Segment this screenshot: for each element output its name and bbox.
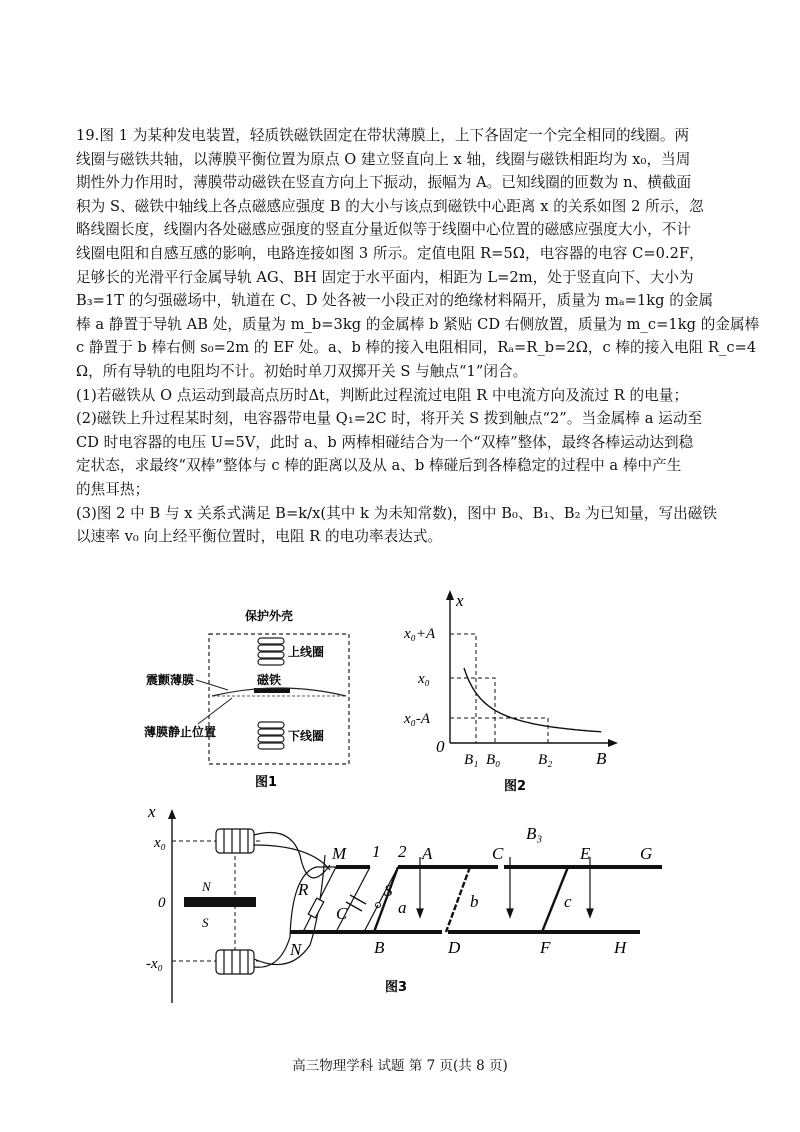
part-3-line: (3)图 2 中 B 与 x 关系式满足 B=k/x(其中 k 为未知常数)，图中 B₀、B₁、B₂ 为已知量，写出磁铁 bbox=[76, 504, 718, 522]
rod-a-label: a bbox=[398, 898, 407, 917]
resistor-r bbox=[308, 898, 324, 918]
part-2-line: 的焦耳热； bbox=[76, 480, 150, 498]
question-line: 棒 a 静置于导轨 AB 处，质量为 m_b=3kg 的金属棒 b 紧贴 CD 右侧放置，质量为 m_c=1kg 的金属棒 bbox=[76, 315, 760, 333]
question-line: 积为 S、磁铁中轴线上各点磁感应强度 B 的大小与该点到磁铁中心距离 x 的关系如图 2 所示，忽 bbox=[76, 197, 704, 215]
magnet-label: 磁铁 bbox=[257, 673, 282, 687]
field-b3-label: B₃ bbox=[526, 824, 543, 843]
part-2-line: (2)磁铁上升过程某时刻，电容器带电量 Q₁=2C 时，将开关 S 拨到触点“2”。当金属棒 a 运动至 bbox=[76, 410, 703, 428]
upper-coil-label: 上线圈 bbox=[288, 645, 325, 659]
figure-3 bbox=[140, 795, 700, 1010]
figure-1 bbox=[140, 600, 370, 790]
question-line: 线圈电阻和自感互感的影响，电路连接如图 3 所示。定值电阻 R=5Ω，电容器的电容 C=0.2F， bbox=[76, 244, 704, 262]
question-line: 19.图 1 为某种发电装置，轻质铁磁铁固定在带状薄膜上，上下各固定一个完全相同的线圈。两 bbox=[76, 127, 690, 144]
resistor-label: R bbox=[298, 880, 309, 899]
question-line: 足够长的光滑平行金属导轨 AG、BH 固定于水平面内，相距为 L=2m，处于竖直向下、大小为 bbox=[76, 268, 694, 286]
label-e-point: E bbox=[580, 844, 591, 863]
figure-1-caption: 图1 bbox=[255, 775, 278, 790]
guide-b2 bbox=[450, 718, 548, 743]
fig3-neg-x0: -x₀ bbox=[146, 956, 163, 972]
north-pole: N bbox=[202, 879, 211, 894]
upper-coil-icon bbox=[258, 638, 284, 665]
figure-2 bbox=[400, 588, 630, 793]
coil-wire bbox=[254, 833, 330, 878]
question-line: B₃=1T 的匀强磁场中，轨道在 C、D 处各被一小段正对的绝缘材料隔开，质量为 mₐ=1kg 的金属 bbox=[76, 292, 714, 310]
fig2-origin: 0 bbox=[436, 737, 445, 756]
question-line: Ω，所有导轨的电阻均不计。初始时单刀双掷开关 S 与触点“1”闭合。 bbox=[76, 362, 528, 380]
upper-coil-icon bbox=[216, 829, 254, 853]
fig2-tick-b0: B₀ bbox=[486, 752, 501, 768]
rod-b-label: b bbox=[470, 892, 479, 911]
question-line: 期性外力作用时，薄膜带动磁铁在竖直方向上下振动，振幅为 A。已知线圈的匝数为 n、横截面 bbox=[76, 174, 692, 192]
vibrating-film-label: 震颤薄膜 bbox=[146, 673, 195, 687]
lower-coil-icon bbox=[216, 950, 254, 974]
magnet-bar bbox=[184, 897, 256, 907]
label-d-point: D bbox=[448, 938, 461, 957]
south-pole: S bbox=[202, 915, 209, 930]
rod-c-label: c bbox=[564, 892, 572, 911]
capacitor-plate bbox=[346, 902, 362, 911]
capacitor-label: C bbox=[336, 904, 348, 923]
part-1-line: (1)若磁铁从 O 点运动到最高点历时Δt，判断此过程流过电阻 R 中电流方向及流过 R 的电量； bbox=[76, 386, 689, 404]
film-rest-label: 薄膜静止位置 bbox=[144, 725, 217, 739]
question-line: c 静置于 b 棒右侧 s₀=2m 的 EF 处。a、b 棒的接入电阻相同，Rₐ=R_b=2Ω，c 棒的接入电阻 R_c=4 bbox=[76, 339, 757, 357]
contact-2: 2 bbox=[398, 842, 407, 861]
guide-b1 bbox=[450, 634, 476, 743]
fig2-tick-x0-minus-a: x₀-A bbox=[404, 711, 431, 727]
fig2-tick-b1: B₁ bbox=[464, 752, 479, 768]
figure-2-caption: 图2 bbox=[504, 779, 527, 793]
switch-label: S bbox=[384, 881, 393, 900]
label-m: M bbox=[332, 844, 347, 863]
figure-3-caption: 图3 bbox=[385, 980, 408, 995]
coil-wire bbox=[254, 845, 330, 870]
part-2-line: 定状态，求最终“双棒”整体与 c 棒的距离以及从 a、b 棒碰后到各棒稳定的过程中 a 棒中产生 bbox=[76, 457, 682, 475]
fig3-axis-arrow bbox=[168, 809, 176, 819]
fig2-tick-b2: B₂ bbox=[538, 752, 553, 768]
fig3-zero: 0 bbox=[158, 895, 166, 911]
question-line: 线圈与磁铁共轴，以薄膜平衡位置为原点 O 建立竖直向上 x 轴，线圈与磁铁相距均为 x₀，当周 bbox=[76, 150, 691, 168]
film-pointer bbox=[196, 680, 228, 690]
fig2-tick-x0: x₀ bbox=[418, 671, 430, 687]
label-n: N bbox=[290, 940, 302, 959]
page-footer: 高三物理学科 试题 第 7 页(共 8 页) bbox=[292, 1058, 508, 1074]
insulator-c bbox=[498, 864, 504, 870]
fig3-x0: x₀ bbox=[154, 835, 166, 851]
question-line: 略线圈长度，线圈内各处磁感应强度的竖直分量近似等于线圈中心位置的磁感应强度大小，不计 bbox=[76, 221, 692, 239]
label-a-point: A bbox=[422, 844, 433, 863]
label-c-point: C bbox=[492, 844, 504, 863]
label-h-point: H bbox=[614, 938, 627, 957]
part-2-line: CD 时电容器的电压 U=5V，此时 a、b 两棒相碰结合为一个“双棒”整体，最终各棒运动达到稳 bbox=[76, 433, 694, 451]
lower-coil-label: 下线圈 bbox=[288, 729, 325, 743]
contact-1: 1 bbox=[372, 842, 381, 861]
question-text bbox=[76, 124, 760, 549]
fig2-curve bbox=[464, 668, 601, 732]
fig3-axis-label: x bbox=[148, 802, 156, 821]
fig2-tick-x0-plus-a: x₀+A bbox=[404, 626, 436, 642]
fig2-b-label: B bbox=[596, 749, 607, 768]
label-f-point: F bbox=[540, 938, 551, 957]
label-b-point: B bbox=[374, 938, 385, 957]
fig2-b-arrow bbox=[608, 739, 618, 747]
fig2-x-label: x bbox=[456, 591, 464, 610]
rest-pointer bbox=[198, 698, 232, 724]
lower-coil-icon bbox=[258, 722, 284, 749]
coil-wire bbox=[254, 937, 290, 967]
fig2-x-arrow bbox=[446, 590, 454, 600]
rod-b bbox=[446, 867, 470, 932]
label-g-point: G bbox=[640, 844, 653, 863]
shell-label: 保护外壳 bbox=[245, 609, 294, 623]
part-3-line: 以速率 v₀ 向上经平衡位置时，电阻 R 的电功率表达式。 bbox=[76, 528, 443, 546]
